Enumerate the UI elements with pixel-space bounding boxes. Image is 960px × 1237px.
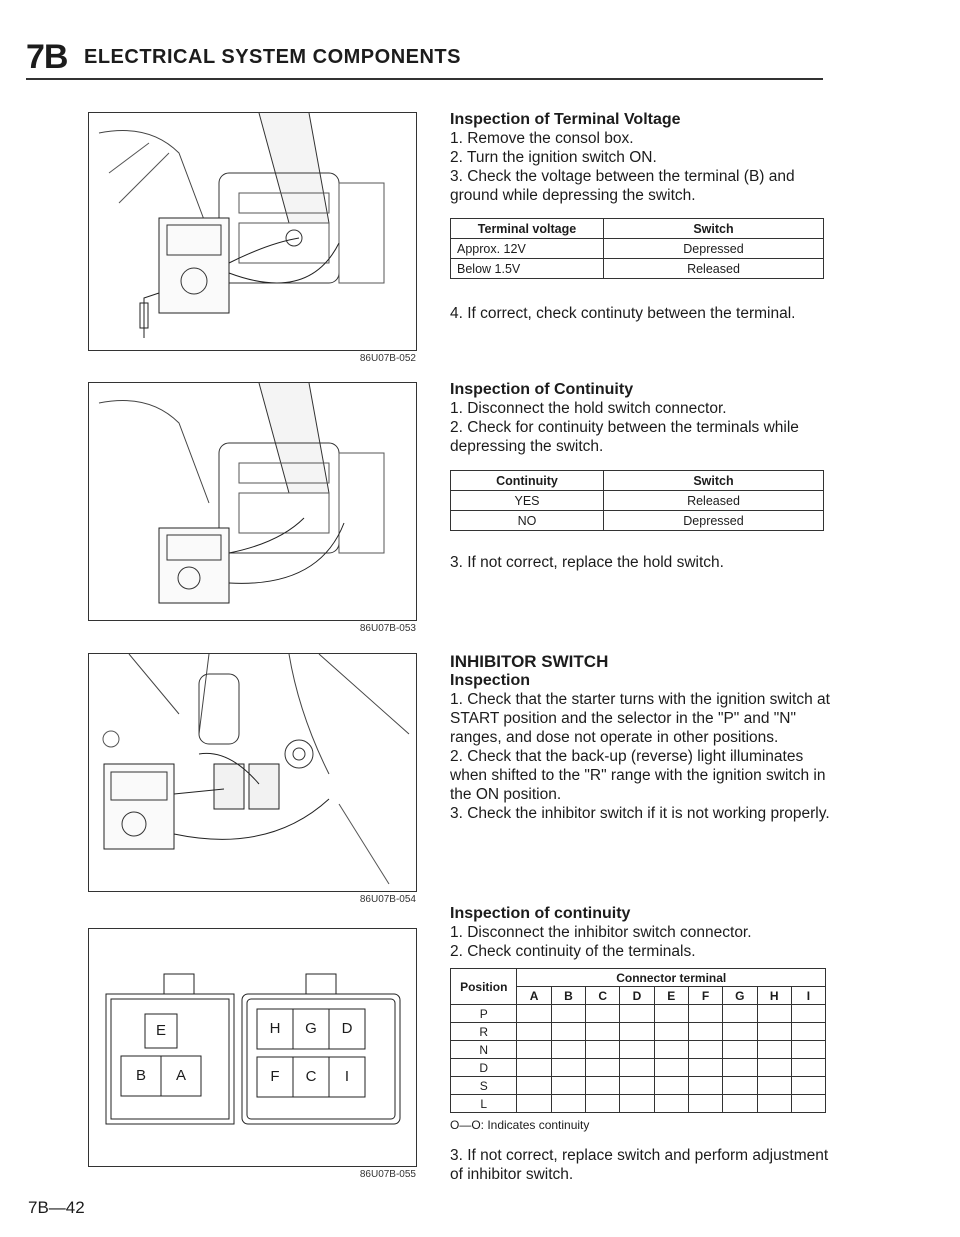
- continuity-cell: [723, 1077, 757, 1095]
- continuity-cell: [791, 1095, 825, 1113]
- continuity-cell: [551, 1005, 585, 1023]
- continuity-cell: [586, 1095, 620, 1113]
- table-row: [451, 1023, 826, 1041]
- continuity-cell: [688, 1023, 722, 1041]
- continuity-cell: [654, 1041, 688, 1059]
- terminal-label: I: [344, 1068, 350, 1085]
- continuity-cell: [551, 1059, 585, 1077]
- continuity-cell: [620, 1041, 654, 1059]
- terminal-voltage-table: [450, 218, 824, 279]
- continuity-table: [450, 470, 824, 531]
- table-row: [451, 1095, 826, 1113]
- terminal-header: H: [757, 987, 791, 1005]
- continuity-cell: [620, 1059, 654, 1077]
- continuity-cell: [586, 1059, 620, 1077]
- continuity-cell: [586, 1041, 620, 1059]
- position-cell: D: [451, 1059, 517, 1077]
- figure-code: 86U07B-054: [359, 894, 416, 905]
- header-rule: [26, 78, 823, 80]
- terminal-label: F: [270, 1068, 280, 1085]
- terminal-label: E: [155, 1022, 166, 1039]
- figure-continuity-check: [88, 382, 417, 634]
- continuity-cell: [791, 1023, 825, 1041]
- terminal-label: D: [341, 1020, 353, 1037]
- terminal-header: F: [688, 987, 722, 1005]
- continuity-cell: [586, 1023, 620, 1041]
- continuity-cell: [688, 1077, 722, 1095]
- section-number: 7B: [26, 38, 68, 76]
- continuity-cell: [723, 1041, 757, 1059]
- continuity-cell: [757, 1023, 791, 1041]
- figure-inhibitor-switch: [88, 653, 417, 905]
- continuity-cell: [517, 1077, 551, 1095]
- continuity-cell: [757, 1041, 791, 1059]
- page-number: 7B—42: [28, 1198, 85, 1217]
- figure-code: 86U07B-053: [359, 623, 416, 634]
- table-cell: Depressed: [604, 511, 824, 531]
- step: 1. Remove the consol box.: [450, 130, 634, 147]
- section-terminal-voltage: [450, 110, 830, 205]
- table-cell: NO: [451, 511, 604, 531]
- continuity-cell: [620, 1023, 654, 1041]
- section-inhibitor-continuity: [450, 904, 830, 961]
- section-subheading: Inspection: [450, 672, 531, 689]
- terminal-header: G: [723, 987, 757, 1005]
- terminal-header: E: [654, 987, 688, 1005]
- table-cell: YES: [451, 491, 604, 511]
- step: 3. If not correct, replace switch and perform adjustment of inhibitor switch.: [450, 1147, 829, 1183]
- step: 2. Turn the ignition switch ON.: [450, 149, 657, 166]
- continuity-cell: [586, 1077, 620, 1095]
- continuity-cell: [551, 1041, 585, 1059]
- terminal-label: G: [305, 1020, 317, 1037]
- continuity-cell: [654, 1005, 688, 1023]
- position-cell: L: [451, 1095, 517, 1113]
- figure-voltmeter-terminal: [88, 112, 417, 364]
- step: 1. Disconnect the hold switch connector.: [450, 400, 727, 417]
- connector-outline: [89, 929, 416, 1166]
- column-header: Switch: [604, 219, 824, 239]
- figure-connector-terminals: [88, 928, 417, 1180]
- continuity-cell: [757, 1077, 791, 1095]
- continuity-cell: [620, 1005, 654, 1023]
- section-title: Inspection of Continuity: [450, 381, 634, 398]
- terminal-label: C: [305, 1068, 317, 1085]
- continuity-cell: [654, 1023, 688, 1041]
- continuity-cell: [757, 1005, 791, 1023]
- table-row: [451, 1005, 826, 1023]
- continuity-cell: [688, 1005, 722, 1023]
- table-cell: Released: [604, 491, 824, 511]
- section-inhibitor-switch: [450, 652, 830, 823]
- terminal-header: A: [517, 987, 551, 1005]
- column-header: Terminal voltage: [451, 219, 604, 239]
- continuity-cell: [757, 1095, 791, 1113]
- terminal-header: C: [586, 987, 620, 1005]
- step: 2. Check for continuity between the terminals while depressing the switch.: [450, 419, 799, 455]
- terminal-header: I: [791, 987, 825, 1005]
- continuity-cell: [551, 1095, 585, 1113]
- column-header: Switch: [604, 471, 824, 491]
- table-cell: Released: [604, 259, 824, 279]
- table-row: [451, 1059, 826, 1077]
- section-title: Inspection of Terminal Voltage: [450, 111, 681, 128]
- continuity-cell: [791, 1005, 825, 1023]
- figure-code: 86U07B-055: [359, 1169, 416, 1180]
- terminal-label: H: [269, 1020, 281, 1037]
- continuity-cell: [791, 1041, 825, 1059]
- section-continuity: [450, 380, 830, 456]
- continuity-cell: [551, 1077, 585, 1095]
- section-heading: INHIBITOR SWITCH: [450, 652, 609, 671]
- position-cell: S: [451, 1077, 517, 1095]
- illustration-shift-lever-ohmmeter: [89, 383, 416, 620]
- continuity-cell: [688, 1041, 722, 1059]
- connector-terminal-table: [450, 968, 826, 1113]
- terminal-header: D: [620, 987, 654, 1005]
- terminal-label: B: [135, 1067, 146, 1084]
- illustration-shift-lever-voltmeter: [89, 113, 416, 350]
- continuity-cell: [517, 1059, 551, 1077]
- terminal-label: A: [175, 1067, 186, 1084]
- position-cell: R: [451, 1023, 517, 1041]
- table-cell: Approx. 12V: [451, 239, 604, 259]
- continuity-cell: [517, 1005, 551, 1023]
- step: 4. If correct, check continuty between the terminal.: [450, 305, 796, 322]
- table-row: [451, 1077, 826, 1095]
- table-cell: Below 1.5V: [451, 259, 604, 279]
- step: 3. Check the inhibitor switch if it is not working properly.: [450, 805, 830, 822]
- step: 3. Check the voltage between the terminal (B) and ground while depressing the switch.: [450, 168, 795, 204]
- continuity-cell: [791, 1077, 825, 1095]
- terminal-header: B: [551, 987, 585, 1005]
- continuity-cell: [757, 1059, 791, 1077]
- step: 1. Check that the starter turns with the ignition switch at START position and the selector in the "P" and "N" ranges, and dose not operate in other positions.: [450, 691, 830, 746]
- continuity-cell: [654, 1077, 688, 1095]
- figure-code: 86U07B-052: [359, 353, 416, 364]
- step: 1. Disconnect the inhibitor switch connector.: [450, 924, 752, 941]
- page-title: ELECTRICAL SYSTEM COMPONENTS: [84, 46, 461, 68]
- table-row: [451, 1041, 826, 1059]
- continuity-cell: [723, 1095, 757, 1113]
- continuity-cell: [654, 1059, 688, 1077]
- continuity-cell: [620, 1077, 654, 1095]
- column-header: Position: [451, 969, 517, 1005]
- position-cell: N: [451, 1041, 517, 1059]
- continuity-cell: [517, 1041, 551, 1059]
- column-header: Continuity: [451, 471, 604, 491]
- continuity-cell: [723, 1005, 757, 1023]
- column-header: Connector terminal: [517, 969, 826, 987]
- continuity-cell: [688, 1059, 722, 1077]
- legend-note: O—O: Indicates continuity: [450, 1118, 590, 1132]
- continuity-cell: [517, 1023, 551, 1041]
- continuity-cell: [723, 1023, 757, 1041]
- continuity-cell: [723, 1059, 757, 1077]
- step: 2. Check continuity of the terminals.: [450, 943, 696, 960]
- section-title: Inspection of continuity: [450, 905, 631, 922]
- continuity-cell: [517, 1095, 551, 1113]
- step: 2. Check that the back-up (reverse) light illuminates when shifted to the "R" range with the ignition switch in the ON position.: [450, 748, 826, 803]
- continuity-cell: [551, 1023, 585, 1041]
- table-cell: Depressed: [604, 239, 824, 259]
- position-cell: P: [451, 1005, 517, 1023]
- continuity-cell: [654, 1095, 688, 1113]
- continuity-cell: [791, 1059, 825, 1077]
- continuity-cell: [688, 1095, 722, 1113]
- illustration-inhibitor-ohmmeter: [89, 654, 416, 891]
- continuity-cell: [586, 1005, 620, 1023]
- continuity-cell: [620, 1095, 654, 1113]
- step: 3. If not correct, replace the hold switch.: [450, 554, 724, 571]
